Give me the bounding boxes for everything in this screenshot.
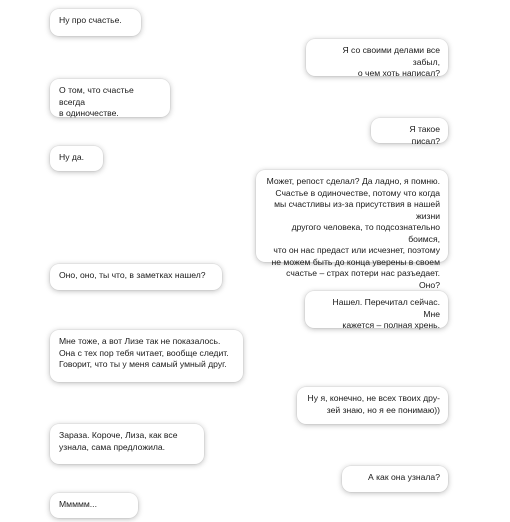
message-bubble-outgoing: Может, репост сделал? Да ладно, я помню. Счастье в одиночестве, потому что когда мы счастливы из-за присутствия в нашей жизни другого человека, то подсознательно боимся, что он нас предаст или исчезнет, поэтому не можем быть до конца уверены в своем счастье – страх потери нас разъедает. Оно? <box>256 170 448 262</box>
message-bubble-incoming: Ммммм... <box>50 493 138 518</box>
message-bubble-outgoing: А как она узнала? <box>342 466 448 492</box>
message-bubble-incoming: Зараза. Короче, Лиза, как все узнала, сама предложила. <box>50 424 204 464</box>
message-bubble-outgoing: Ну я, конечно, не всех твоих дру- зей знаю, но я ее понимаю)) <box>297 387 448 424</box>
message-bubble-incoming: Ну про счастье. <box>50 9 141 36</box>
message-bubble-incoming: Мне тоже, а вот Лизе так не показалось. Она с тех пор тебя читает, вообще следит. Говорит, что ты у меня самый умный друг. <box>50 330 243 382</box>
message-bubble-incoming: О том, что счастье всегда в одиночестве. <box>50 79 170 117</box>
message-bubble-outgoing: Я со своими делами все забыл, о чем хоть написал? <box>306 39 448 76</box>
message-bubble-incoming: Ну да. <box>50 146 103 171</box>
message-bubble-outgoing: Нашел. Перечитал сейчас. Мне кажется – полная хрень. <box>305 291 448 328</box>
message-bubble-incoming: Оно, оно, ты что, в заметках нашел? <box>50 264 222 290</box>
message-bubble-outgoing: Я такое писал? <box>371 118 448 143</box>
